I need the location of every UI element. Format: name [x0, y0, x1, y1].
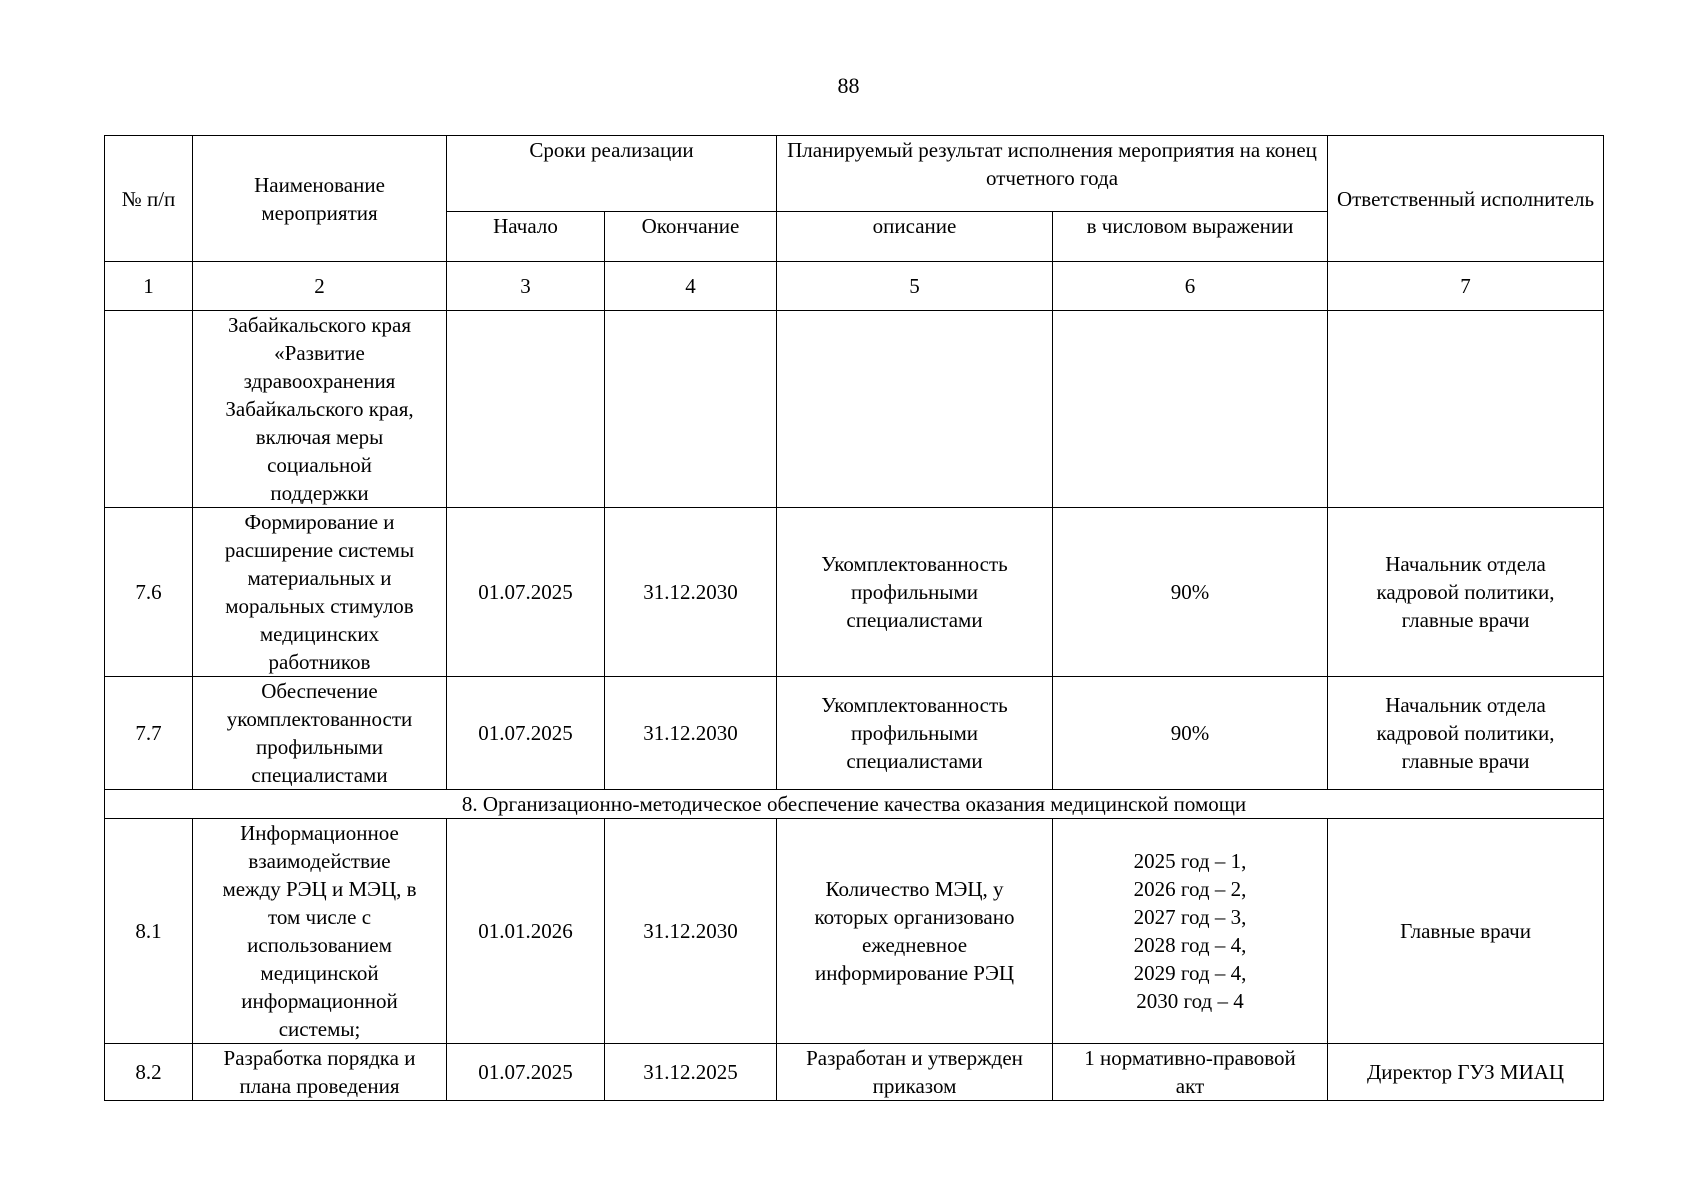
row-responsible: Директор ГУЗ МИАЦ	[1328, 1044, 1604, 1101]
continuation-numeric	[1053, 311, 1328, 508]
row-description: Укомплектованность профильными специалистами	[777, 677, 1053, 790]
row-start-date: 01.07.2025	[447, 508, 605, 677]
row-number: 8.2	[105, 1044, 193, 1101]
row-number: 7.6	[105, 508, 193, 677]
continuation-name: Забайкальского края «Развитие здравоохранения Забайкальского края, включая меры социальной поддержки	[193, 311, 447, 508]
column-number-5: 5	[777, 262, 1053, 311]
table-row	[105, 1044, 1604, 1101]
page-number: 88	[837, 73, 860, 98]
section-8-title: 8. Организационно-методическое обеспечение качества оказания медицинской помощи	[105, 790, 1604, 819]
row-responsible: Главные врачи	[1328, 819, 1604, 1044]
continuation-row	[105, 311, 1604, 508]
column-number-3: 3	[447, 262, 605, 311]
row-end-date: 31.12.2030	[605, 508, 777, 677]
header-row-1	[105, 136, 1604, 212]
row-description: Укомплектованность профильными специалистами	[777, 508, 1053, 677]
header-num: № п/п	[105, 136, 193, 262]
section-header-row	[105, 790, 1604, 819]
row-start-date: 01.07.2025	[447, 1044, 605, 1101]
header-responsible: Ответственный исполнитель	[1328, 136, 1604, 262]
header-numeric: в числовом выражении	[1053, 212, 1328, 262]
row-end-date: 31.12.2030	[605, 819, 777, 1044]
table-row	[105, 508, 1604, 677]
column-number-2: 2	[193, 262, 447, 311]
header-description: описание	[777, 212, 1053, 262]
continuation-start	[447, 311, 605, 508]
column-number-7: 7	[1328, 262, 1604, 311]
column-number-1: 1	[105, 262, 193, 311]
row-number: 8.1	[105, 819, 193, 1044]
header-dates: Сроки реализации	[447, 136, 777, 212]
continuation-num	[105, 311, 193, 508]
row-numeric-value: 90%	[1053, 508, 1328, 677]
row-description: Разработан и утвержден приказом	[777, 1044, 1053, 1101]
row-start-date: 01.07.2025	[447, 677, 605, 790]
header-result: Планируемый результат исполнения мероприятия на конец отчетного года	[777, 136, 1328, 212]
row-number: 7.7	[105, 677, 193, 790]
plan-table	[104, 135, 1604, 1101]
row-numeric-value: 1 нормативно-правовой акт	[1053, 1044, 1328, 1101]
row-start-date: 01.01.2026	[447, 819, 605, 1044]
row-responsible: Начальник отдела кадровой политики, главные врачи	[1328, 508, 1604, 677]
table-row	[105, 677, 1604, 790]
row-numeric-value: 90%	[1053, 677, 1328, 790]
row-name: Формирование и расширение системы материальных и моральных стимулов медицинских работников	[193, 508, 447, 677]
header-start: Начало	[447, 212, 605, 262]
column-number-6: 6	[1053, 262, 1328, 311]
column-number-4: 4	[605, 262, 777, 311]
continuation-responsible	[1328, 311, 1604, 508]
header-name: Наименование мероприятия	[193, 136, 447, 262]
column-numbers-row	[105, 262, 1604, 311]
row-name: Информационное взаимодействие между РЭЦ и МЭЦ, в том числе с использованием медицинской информационной системы;	[193, 819, 447, 1044]
continuation-end	[605, 311, 777, 508]
row-name: Разработка порядка и плана проведения	[193, 1044, 447, 1101]
continuation-description	[777, 311, 1053, 508]
table-row	[105, 819, 1604, 1044]
row-end-date: 31.12.2025	[605, 1044, 777, 1101]
row-description: Количество МЭЦ, у которых организовано ежедневное информирование РЭЦ	[777, 819, 1053, 1044]
header-end: Окончание	[605, 212, 777, 262]
row-responsible: Начальник отдела кадровой политики, главные врачи	[1328, 677, 1604, 790]
row-end-date: 31.12.2030	[605, 677, 777, 790]
row-numeric-value: 2025 год – 1, 2026 год – 2, 2027 год – 3, 2028 год – 4, 2029 год – 4, 2030 год – 4	[1053, 819, 1328, 1044]
row-name: Обеспечение укомплектованности профильными специалистами	[193, 677, 447, 790]
